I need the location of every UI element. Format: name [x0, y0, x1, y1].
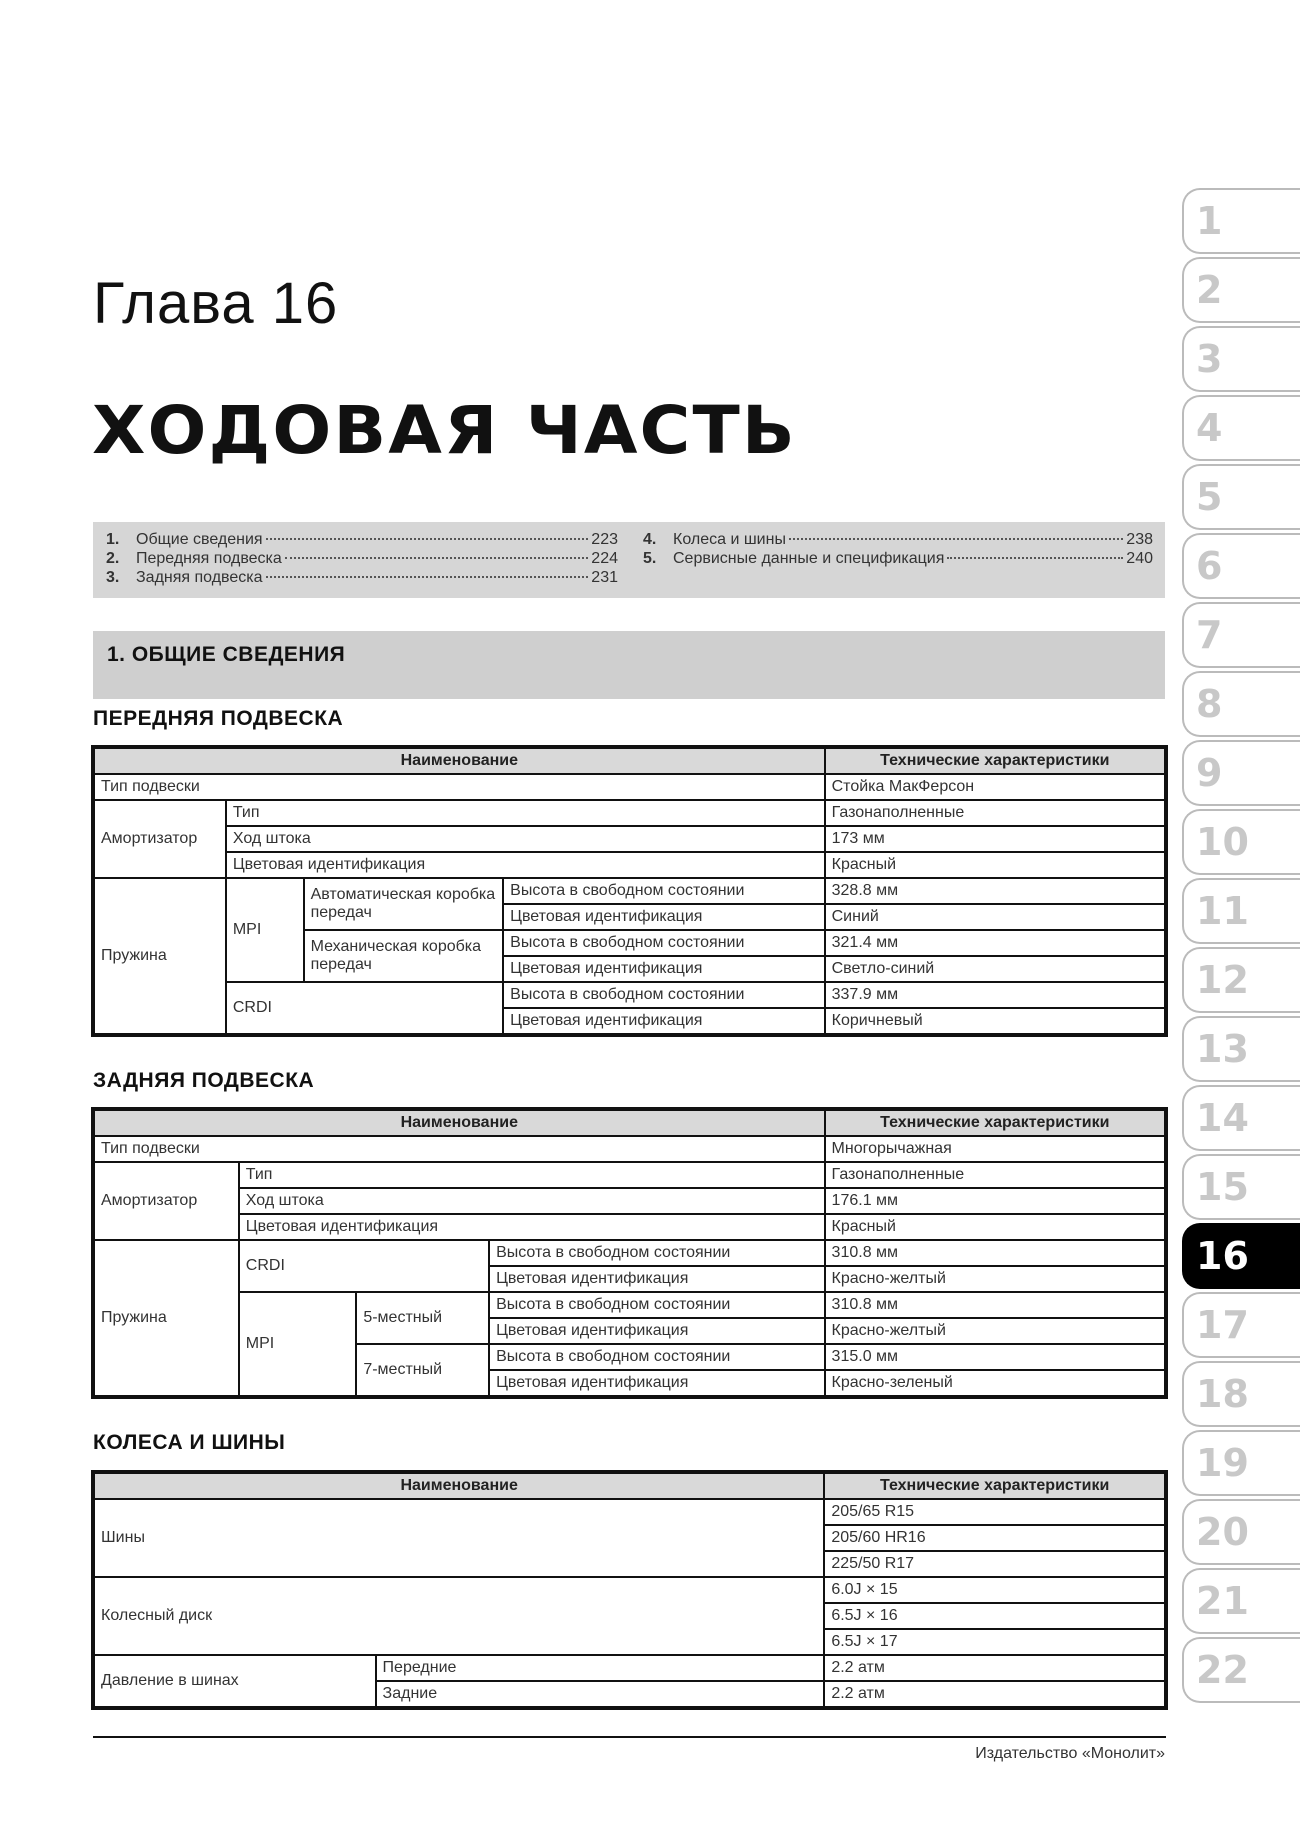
chapter-tab-21[interactable]	[1182, 1568, 1300, 1634]
chapter-tab-2[interactable]	[1182, 257, 1300, 323]
cell-label: Цветовая идентификация	[503, 1008, 824, 1034]
cell-label: Пружина	[94, 878, 226, 1034]
toc-title: Колеса и шины	[673, 531, 786, 548]
chapter-tab-19[interactable]	[1182, 1430, 1300, 1496]
cell-value: Красный	[825, 852, 1165, 878]
cell-label: Амортизатор	[94, 1162, 239, 1240]
cell-label: Высота в свободном состоянии	[503, 878, 824, 904]
cell-label: Цветовая идентификация	[239, 1214, 825, 1240]
tab-number: 3	[1196, 337, 1223, 381]
section-title: 1. ОБЩИЕ СВЕДЕНИЯ	[107, 643, 346, 666]
table-header-row	[94, 1110, 1165, 1136]
chapter-tab-1[interactable]	[1182, 188, 1300, 254]
table-header-row	[94, 1473, 1165, 1499]
tab-number: 7	[1196, 613, 1223, 657]
cell-label: Высота в свободном состоянии	[503, 930, 824, 956]
chapter-tabs	[1182, 188, 1300, 1706]
table-row	[94, 852, 1165, 878]
toc-title: Сервисные данные и спецификация	[673, 550, 945, 567]
cell-label: Ход штока	[239, 1188, 825, 1214]
table-row	[94, 800, 1165, 826]
table-row	[94, 1499, 1165, 1525]
cell-value: Многорычажная	[825, 1136, 1165, 1162]
header-spec: Технические характеристики	[825, 748, 1165, 774]
cell-value: 328.8 мм	[825, 878, 1165, 904]
cell-label: Цветовая идентификация	[226, 852, 825, 878]
toc-right-column	[643, 531, 1153, 569]
toc-leader	[285, 557, 588, 559]
toc-item[interactable]	[106, 550, 618, 569]
toc-page: 224	[591, 550, 618, 567]
cell-label: MPI	[226, 878, 304, 982]
tab-number: 6	[1196, 544, 1223, 588]
cell-label: Механическая коробка передач	[304, 930, 504, 982]
cell-label: Тип подвески	[94, 774, 825, 800]
chapter-tab-20[interactable]	[1182, 1499, 1300, 1565]
chapter-tab-13[interactable]	[1182, 1016, 1300, 1082]
tab-number: 21	[1196, 1579, 1249, 1623]
cell-label: Колесный диск	[94, 1577, 824, 1655]
rear-suspension-table	[93, 1109, 1166, 1397]
tab-number: 10	[1196, 820, 1249, 864]
publisher-name: Издательство «Монолит»	[975, 1745, 1165, 1762]
chapter-tab-7[interactable]	[1182, 602, 1300, 668]
tab-number: 19	[1196, 1441, 1249, 1485]
toc-number: 2.	[106, 550, 120, 567]
table-row	[94, 1136, 1165, 1162]
cell-value: Красно-зеленый	[825, 1370, 1165, 1396]
cell-value: 310.8 мм	[825, 1240, 1165, 1266]
chapter-tab-18[interactable]	[1182, 1361, 1300, 1427]
cell-label: Ход штока	[226, 826, 825, 852]
table-of-contents	[93, 522, 1165, 598]
cell-value: 315.0 мм	[825, 1344, 1165, 1370]
toc-leader	[266, 576, 589, 578]
table-row	[94, 774, 1165, 800]
cell-value: 225/50 R17	[824, 1551, 1165, 1577]
tab-number: 15	[1196, 1165, 1249, 1209]
chapter-tab-10[interactable]	[1182, 809, 1300, 875]
tab-number: 1	[1196, 199, 1223, 243]
cell-value: Красно-желтый	[825, 1266, 1165, 1292]
cell-value: 2.2 атм	[824, 1655, 1165, 1681]
front-suspension-table	[93, 747, 1166, 1035]
chapter-tab-14[interactable]	[1182, 1085, 1300, 1151]
toc-item[interactable]	[106, 569, 618, 588]
tab-number: 17	[1196, 1303, 1249, 1347]
cell-value: Синий	[825, 904, 1165, 930]
footer-rule	[93, 1736, 1166, 1738]
chapter-tab-8[interactable]	[1182, 671, 1300, 737]
cell-label: Высота в свободном состоянии	[489, 1240, 824, 1266]
toc-page: 240	[1126, 550, 1153, 567]
cell-label: 7-местный	[356, 1344, 489, 1396]
rear-suspension-heading: ЗАДНЯЯ ПОДВЕСКА	[93, 1069, 315, 1092]
header-name: Наименование	[94, 748, 825, 774]
tab-number: 8	[1196, 682, 1223, 726]
table-row	[94, 1655, 1165, 1681]
cell-value: Стойка МакФерсон	[825, 774, 1165, 800]
tab-number: 9	[1196, 751, 1223, 795]
cell-label: Передние	[376, 1655, 825, 1681]
cell-label: Цветовая идентификация	[489, 1370, 824, 1396]
cell-label: Цветовая идентификация	[503, 956, 824, 982]
table-row	[94, 878, 1165, 904]
toc-title: Задняя подвеска	[136, 569, 263, 586]
cell-label: Высота в свободном состоянии	[503, 982, 824, 1008]
cell-value: 6.5J × 17	[824, 1629, 1165, 1655]
cell-label: MPI	[239, 1292, 357, 1396]
cell-value: 205/65 R15	[824, 1499, 1165, 1525]
table-row	[94, 1162, 1165, 1188]
header-name: Наименование	[94, 1110, 825, 1136]
toc-number: 4.	[643, 531, 657, 548]
cell-value: 176.1 мм	[825, 1188, 1165, 1214]
chapter-tab-6[interactable]	[1182, 533, 1300, 599]
cell-value: 6.5J × 16	[824, 1603, 1165, 1629]
table-row	[94, 982, 1165, 1008]
cell-value: Красный	[825, 1214, 1165, 1240]
cell-value: 2.2 атм	[824, 1681, 1165, 1707]
wheels-tires-heading: КОЛЕСА И ШИНЫ	[93, 1431, 286, 1454]
tab-number: 5	[1196, 475, 1223, 519]
cell-label: Цветовая идентификация	[489, 1318, 824, 1344]
front-suspension-heading: ПЕРЕДНЯЯ ПОДВЕСКА	[93, 707, 344, 730]
cell-value: 310.8 мм	[825, 1292, 1165, 1318]
toc-title: Общие сведения	[136, 531, 263, 548]
cell-value: Коричневый	[825, 1008, 1165, 1034]
header-name: Наименование	[94, 1473, 824, 1499]
cell-label: CRDI	[239, 1240, 489, 1292]
wheels-tires-table	[93, 1472, 1166, 1708]
tab-number: 13	[1196, 1027, 1249, 1071]
tab-number: 11	[1196, 889, 1249, 933]
chapter-tab-5[interactable]	[1182, 464, 1300, 530]
tab-number: 16	[1196, 1234, 1249, 1278]
chapter-tab-12[interactable]	[1182, 947, 1300, 1013]
section-band	[93, 631, 1165, 699]
toc-number: 5.	[643, 550, 657, 567]
cell-label: Амортизатор	[94, 800, 226, 878]
cell-label: Автоматическая коробка передач	[304, 878, 504, 930]
toc-leader	[947, 557, 1123, 559]
header-spec: Технические характеристики	[824, 1473, 1165, 1499]
chapter-label: Глава 16	[93, 271, 339, 336]
tab-number: 20	[1196, 1510, 1249, 1554]
cell-label: Задние	[376, 1681, 825, 1707]
chapter-tab-17[interactable]	[1182, 1292, 1300, 1358]
toc-leader	[789, 538, 1123, 540]
table-row	[94, 1240, 1165, 1266]
cell-label: Тип подвески	[94, 1136, 825, 1162]
toc-item[interactable]	[106, 531, 618, 550]
toc-item[interactable]	[643, 531, 1153, 550]
chapter-tab-3[interactable]	[1182, 326, 1300, 392]
header-spec: Технические характеристики	[825, 1110, 1165, 1136]
cell-value: 6.0J × 15	[824, 1577, 1165, 1603]
toc-page: 223	[591, 531, 618, 548]
cell-label: Цветовая идентификация	[489, 1266, 824, 1292]
chapter-tab-22[interactable]	[1182, 1637, 1300, 1703]
cell-label: Шины	[94, 1499, 824, 1577]
cell-label: Тип	[226, 800, 825, 826]
chapter-tab-9[interactable]	[1182, 740, 1300, 806]
chapter-title: ХОДОВАЯ ЧАСТЬ	[92, 392, 797, 469]
toc-item[interactable]	[643, 550, 1153, 569]
table-row	[94, 826, 1165, 852]
chapter-tab-11[interactable]	[1182, 878, 1300, 944]
toc-number: 3.	[106, 569, 120, 586]
chapter-tab-15[interactable]	[1182, 1154, 1300, 1220]
table-row	[94, 1188, 1165, 1214]
cell-label: Пружина	[94, 1240, 239, 1396]
toc-page: 231	[591, 569, 618, 586]
tab-number: 14	[1196, 1096, 1249, 1140]
cell-label: 5-местный	[356, 1292, 489, 1344]
tab-number: 18	[1196, 1372, 1249, 1416]
table-row	[94, 1214, 1165, 1240]
toc-leader	[266, 538, 589, 540]
chapter-tab-4[interactable]	[1182, 395, 1300, 461]
tab-number: 12	[1196, 958, 1249, 1002]
table-row	[94, 1577, 1165, 1603]
cell-value: Светло-синий	[825, 956, 1165, 982]
cell-label: CRDI	[226, 982, 503, 1034]
toc-number: 1.	[106, 531, 120, 548]
table-header-row	[94, 748, 1165, 774]
toc-left-column	[106, 531, 618, 588]
tab-number: 2	[1196, 268, 1223, 312]
cell-value: 173 мм	[825, 826, 1165, 852]
cell-label: Высота в свободном состоянии	[489, 1344, 824, 1370]
cell-label: Тип	[239, 1162, 825, 1188]
cell-value: Газонаполненные	[825, 800, 1165, 826]
cell-label: Высота в свободном состоянии	[489, 1292, 824, 1318]
cell-value: 205/60 HR16	[824, 1525, 1165, 1551]
cell-value: 337.9 мм	[825, 982, 1165, 1008]
cell-label: Цветовая идентификация	[503, 904, 824, 930]
toc-page: 238	[1126, 531, 1153, 548]
cell-value: Газонаполненные	[825, 1162, 1165, 1188]
chapter-tab-16[interactable]	[1182, 1223, 1300, 1289]
cell-value: 321.4 мм	[825, 930, 1165, 956]
table-row	[94, 1292, 1165, 1318]
tab-number: 22	[1196, 1648, 1249, 1692]
tab-number: 4	[1196, 406, 1223, 450]
toc-title: Передняя подвеска	[136, 550, 282, 567]
cell-label: Давление в шинах	[94, 1655, 376, 1707]
cell-value: Красно-желтый	[825, 1318, 1165, 1344]
